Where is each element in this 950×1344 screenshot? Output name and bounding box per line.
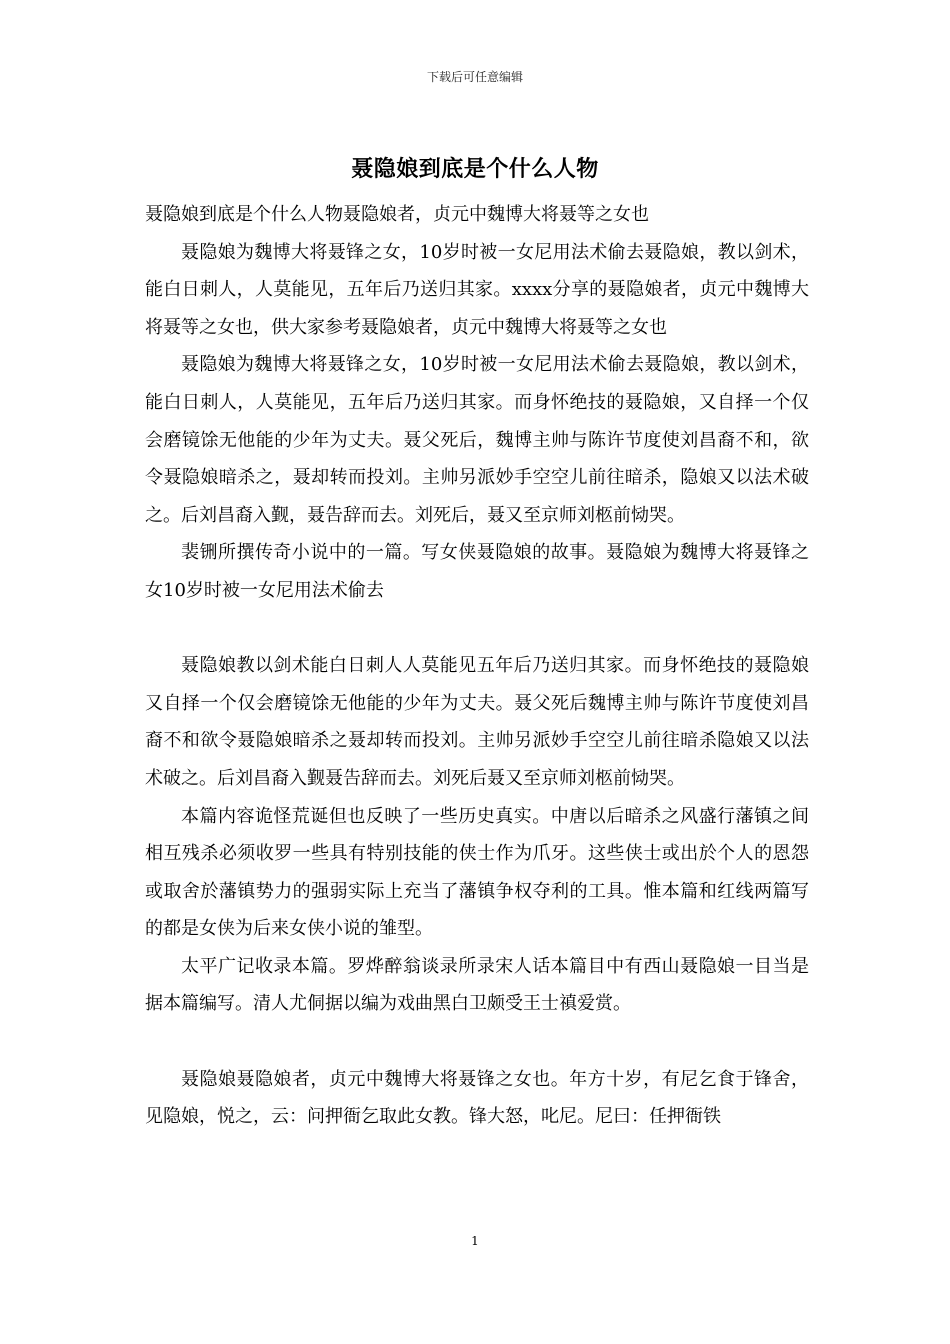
blank-line	[145, 1023, 809, 1061]
paragraph-1: 聂隐娘到底是个什么人物聂隐娘者，贞元中魏博大将聂等之女也	[145, 204, 649, 225]
page-number: 1	[471, 1234, 479, 1248]
paragraph-8: 聂隐娘聂隐娘者，贞元中魏博大将聂锋之女也。年方十岁，有尼乞食于锋舍，见隐娘，悦之，云：问押衙乞取此女教。锋大怒，叱尼。尼曰：任押衙铁	[145, 1068, 809, 1128]
document-body	[145, 196, 809, 1136]
paragraph-7: 太平广记收录本篇。罗烨醉翁谈录所录宋人话本篇目中有西山聂隐娘一目当是据本篇编写。清人尤侗据以编为戏曲黑白卫颇受王士禛爱赏。	[145, 955, 809, 1015]
paragraph-2: 聂隐娘为魏博大将聂锋之女，10岁时被一女尼用法术偷去聂隐娘，教以剑术，能白日刺人，人莫能见，五年后乃送归其家。xxxx分享的聂隐娘者，贞元中魏博大将聂等之女也，供大家参考聂隐娘者，贞元中魏博大将聂等之女也	[145, 241, 809, 338]
document-title: 聂隐娘到底是个什么人物	[351, 156, 599, 182]
blank-line	[145, 610, 809, 648]
header-note: 下载后可任意编辑	[426, 70, 523, 84]
paragraph-4: 裴铏所撰传奇小说中的一篇。写女侠聂隐娘的故事。聂隐娘为魏博大将聂锋之女10岁时被一女尼用法术偷去	[145, 542, 809, 601]
paragraph-6: 本篇内容诡怪荒诞但也反映了一些历史真实。中唐以后暗杀之风盛行藩镇之间相互残杀必须收罗一些具有特别技能的侠士作为爪牙。这些侠士或出於个人的恩怨或取舍於藩镇势力的强弱实际上充当了藩镇争权夺利的工具。惟本篇和红线两篇写的都是女侠为后来女侠小说的雏型。	[145, 805, 809, 940]
paragraph-5: 聂隐娘教以剑术能白日刺人人莫能见五年后乃送归其家。而身怀绝技的聂隐娘又自择一个仅会磨镜馀无他能的少年为丈夫。聂父死后魏博主帅与陈许节度使刘昌裔不和欲令聂隐娘暗杀之聂却转而投刘。主帅另派妙手空空儿前往暗杀隐娘又以法术破之。后刘昌裔入觐聂告辞而去。刘死后聂又至京师刘柩前恸哭。	[145, 655, 809, 789]
paragraph-3: 聂隐娘为魏博大将聂锋之女，10岁时被一女尼用法术偷去聂隐娘，教以剑术，能白日刺人，人莫能见，五年后乃送归其家。而身怀绝技的聂隐娘，又自择一个仅会磨镜馀无他能的少年为丈夫。聂父死后，魏博主帅与陈许节度使刘昌裔不和，欲令聂隐娘暗杀之，聂却转而投刘。主帅另派妙手空空儿前往暗杀，隐娘又以法术破之。后刘昌裔入觐，聂告辞而去。刘死后，聂又至京师刘柩前恸哭。	[145, 354, 809, 526]
